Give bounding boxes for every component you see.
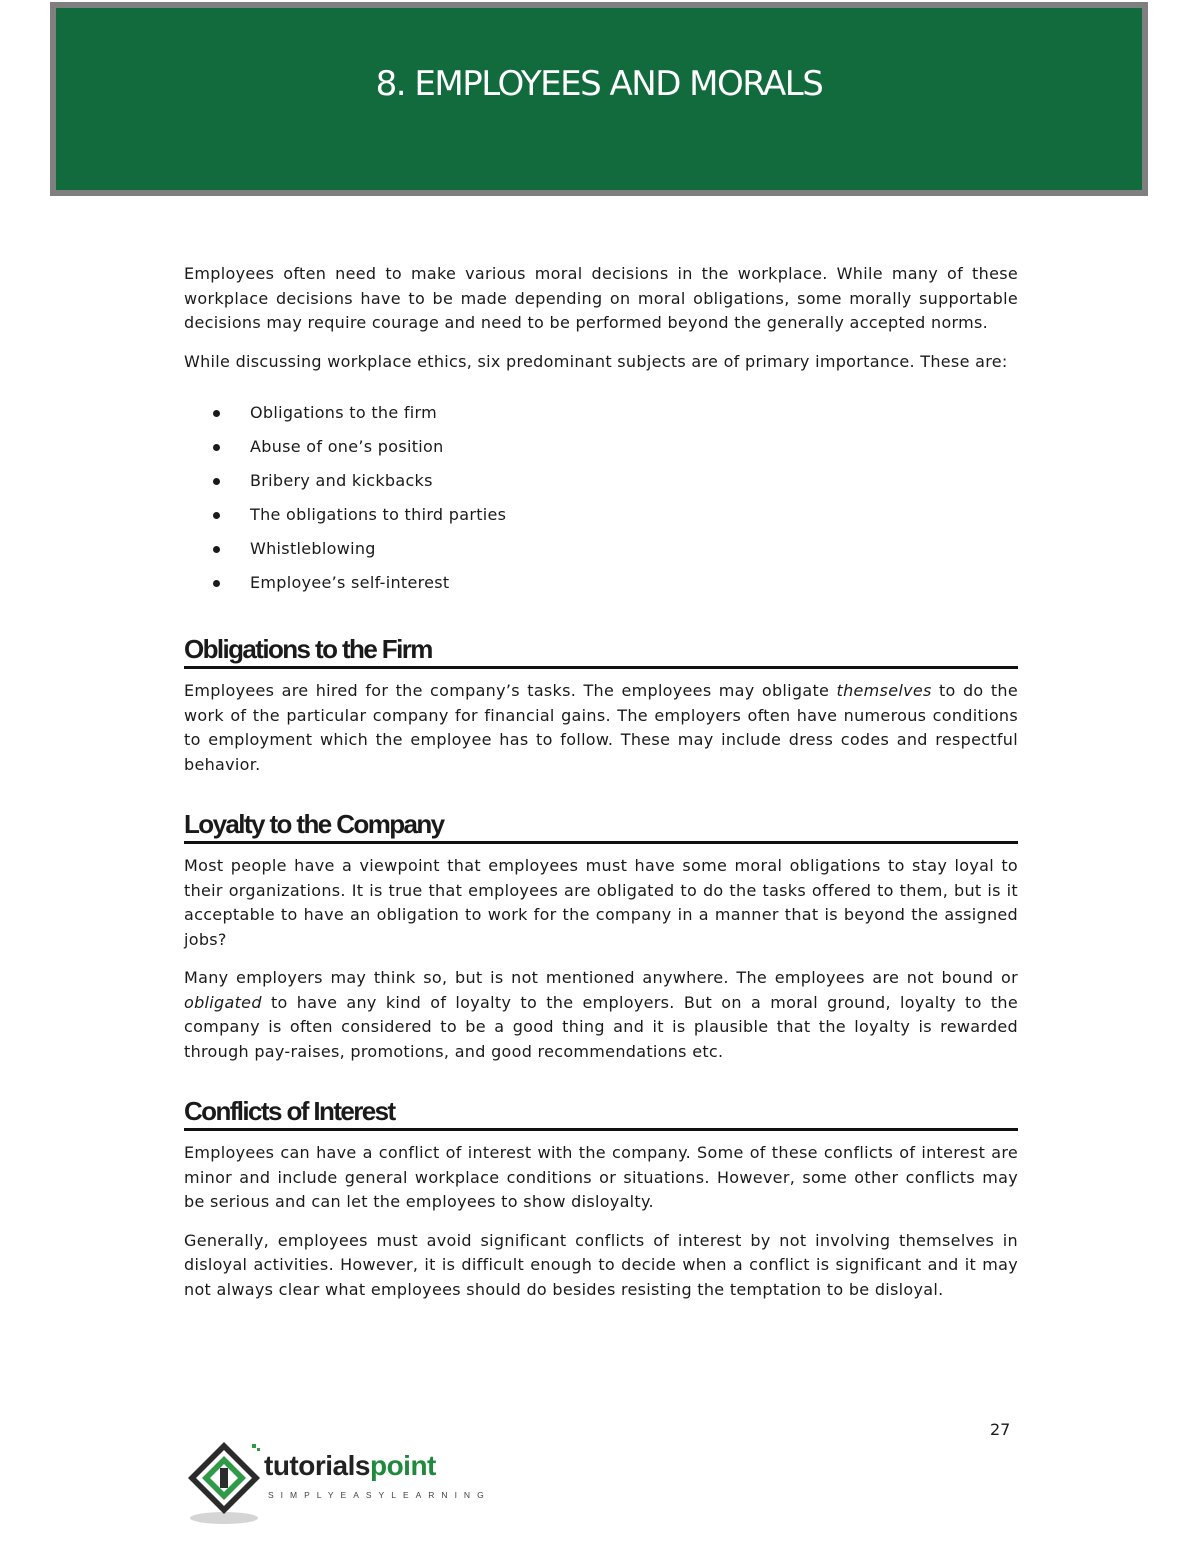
list-item: Abuse of one’s position xyxy=(184,430,1018,464)
list-item: Employee’s self-interest xyxy=(184,566,1018,600)
list-item: Whistleblowing xyxy=(184,532,1018,566)
section-heading-loyalty: Loyalty to the Company xyxy=(184,809,1018,844)
intro-paragraph: While discussing workplace ethics, six predominant subjects are of primary importance. These are: xyxy=(184,351,1008,371)
bullet-icon xyxy=(213,546,220,553)
section-paragraph: Employees are hired for the company’s tasks. The employees may obligate themselves to do the work of the particular company for financial gains. The employers often have numerous conditions to employment which the employee has to follow. These may include dress codes and respectful behavior. xyxy=(184,681,1018,774)
bullet-icon xyxy=(213,478,220,485)
section-paragraph: Many employers may think so, but is not mentioned anywhere. The employees are not bound or obligated to have any kind of loyalty to the employers. But on a moral ground, loyalty to the company is often considered to be a good thing and it is plausible that the loyalty is rewarded through pay-raises, promotions, and good recommendations etc. xyxy=(184,968,1018,1061)
bullet-icon xyxy=(213,410,220,417)
section-paragraph: Most people have a viewpoint that employees must have some moral obligations to stay loyal to their organizations. It is true that employees are obligated to do the tasks offered to them, but is it acceptable to have an obligation to work for the company in a manner that is beyond the assigned jobs? xyxy=(184,856,1018,949)
chapter-title: 8. EMPLOYEES AND MORALS xyxy=(375,64,823,104)
topic-list xyxy=(184,396,1018,600)
section-heading-obligations: Obligations to the Firm xyxy=(184,634,1018,669)
logo-tagline: SIMPLYEASYLEARNING xyxy=(268,1490,491,1500)
page-content xyxy=(184,262,1018,1316)
bullet-icon xyxy=(213,512,220,519)
tutorialspoint-logo xyxy=(182,1438,491,1528)
list-item: Obligations to the firm xyxy=(184,396,1018,430)
section-paragraph: Generally, employees must avoid significant conflicts of interest by not involving themselves in disloyal activities. However, it is difficult enough to decide when a conflict is significant and it may not always clear what employees should do besides resisting the temptation to be disloyal. xyxy=(184,1230,1018,1299)
page-number: 27 xyxy=(990,1420,1011,1439)
bullet-icon xyxy=(213,580,220,587)
logo-emblem-icon xyxy=(182,1438,264,1528)
logo-wordmark: tutorialspoint xyxy=(264,1450,436,1481)
list-item: Bribery and kickbacks xyxy=(184,464,1018,498)
bullet-icon xyxy=(213,444,220,451)
intro-paragraph: Employees often need to make various moral decisions in the workplace. While many of these workplace decisions have to be made depending on moral obligations, some morally supportable decisions may require courage and need to be performed beyond the generally accepted norms. xyxy=(184,264,1018,332)
chapter-banner xyxy=(50,2,1148,196)
section-heading-conflicts: Conflicts of Interest xyxy=(184,1096,1018,1131)
list-item: The obligations to third parties xyxy=(184,498,1018,532)
section-paragraph: Employees can have a conflict of interest with the company. Some of these conflicts of interest are minor and include general workplace conditions or situations. However, some other conflicts may be serious and can let the employees to show disloyalty. xyxy=(184,1143,1018,1211)
